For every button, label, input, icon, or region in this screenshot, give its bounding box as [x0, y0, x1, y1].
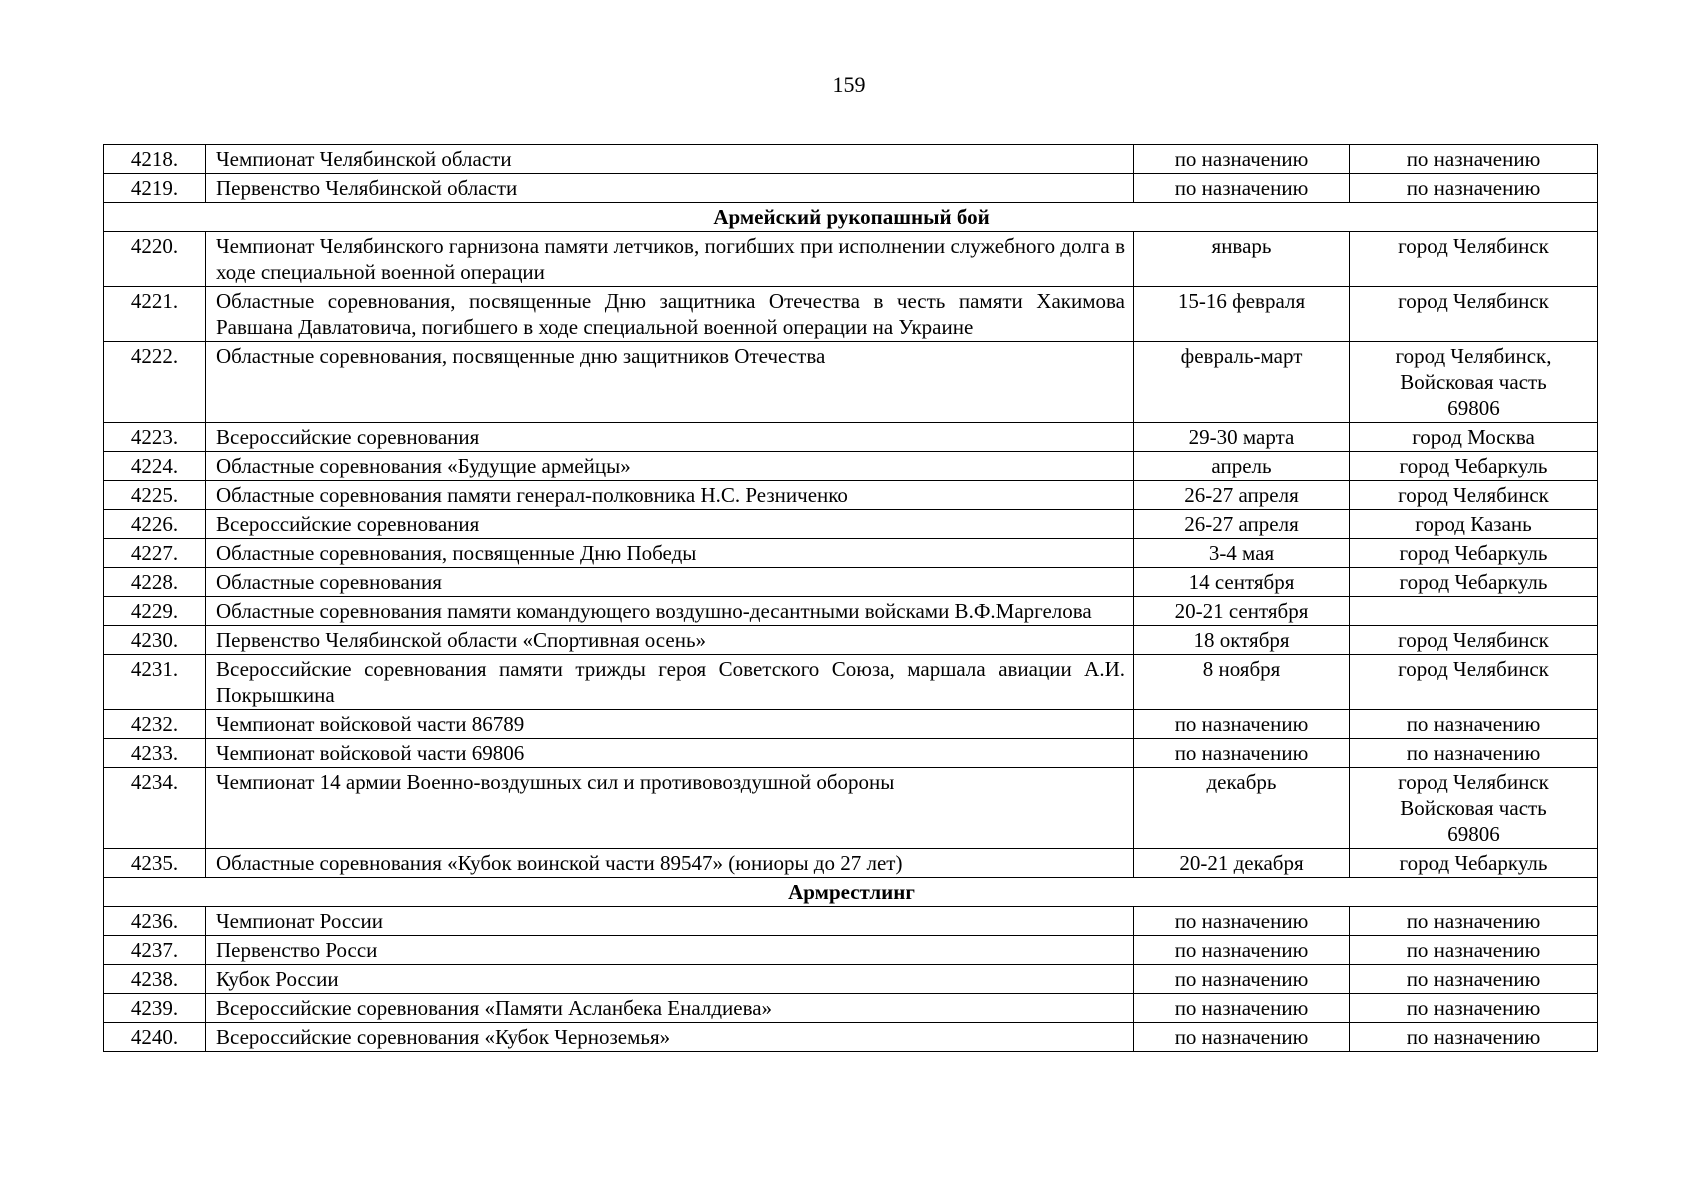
- event-place-line: город Чебаркуль: [1399, 570, 1548, 594]
- event-name: Первенство Челябинской области: [206, 174, 1134, 203]
- event-place-line: по назначению: [1406, 996, 1541, 1020]
- event-place-line: город Челябинск: [1398, 628, 1549, 652]
- row-number: 4233.: [104, 739, 206, 768]
- table-row: [104, 710, 1598, 739]
- event-date: 26-27 апреля: [1134, 510, 1350, 539]
- event-name: Чемпионат войсковой части 69806: [206, 739, 1134, 768]
- event-place-line: город Челябинск: [1398, 483, 1549, 507]
- event-name: Первенство Росси: [206, 936, 1134, 965]
- event-name: Областные соревнования памяти генерал-полковника Н.С. Резниченко: [206, 481, 1134, 510]
- event-date: по назначению: [1134, 739, 1350, 768]
- event-name: Всероссийские соревнования «Кубок Черноземья»: [206, 1023, 1134, 1052]
- table-row: [104, 568, 1598, 597]
- event-place-line: город Чебаркуль: [1399, 541, 1548, 565]
- event-date: 26-27 апреля: [1134, 481, 1350, 510]
- event-place: [1350, 568, 1598, 597]
- table-row: [104, 510, 1598, 539]
- event-name: Всероссийские соревнования: [206, 510, 1134, 539]
- row-number: 4227.: [104, 539, 206, 568]
- event-date: 29-30 марта: [1134, 423, 1350, 452]
- event-place: [1350, 907, 1598, 936]
- event-date: по назначению: [1134, 710, 1350, 739]
- event-date: 8 ноября: [1134, 655, 1350, 710]
- event-place: [1350, 597, 1598, 626]
- event-name: Чемпионат Челябинской области: [206, 145, 1134, 174]
- event-place-line: [1354, 598, 1593, 624]
- section-header-row: [104, 203, 1598, 232]
- event-name: Областные соревнования, посвященные Дню Победы: [206, 539, 1134, 568]
- event-place-line: Войсковая часть: [1400, 370, 1547, 394]
- event-place-line: по назначению: [1406, 1025, 1541, 1049]
- event-name: Чемпионат войсковой части 86789: [206, 710, 1134, 739]
- table-row: [104, 965, 1598, 994]
- event-place-line: по назначению: [1406, 712, 1541, 736]
- table-row: [104, 739, 1598, 768]
- event-name: Областные соревнования, посвященные дню защитников Отечества: [206, 342, 1134, 423]
- event-place: [1350, 174, 1598, 203]
- event-place-line: 69806: [1447, 822, 1500, 846]
- event-place-line: город Челябинск: [1398, 770, 1549, 794]
- event-name: Областные соревнования «Будущие армейцы»: [206, 452, 1134, 481]
- event-name: Областные соревнования, посвященные Дню защитника Отечества в честь памяти Хакимова Равшана Давлатовича, погибшего в ходе специальной военной операции на Украине: [206, 287, 1134, 342]
- row-number: 4224.: [104, 452, 206, 481]
- event-name: Чемпионат 14 армии Военно-воздушных сил и противовоздушной обороны: [206, 768, 1134, 849]
- event-place: [1350, 710, 1598, 739]
- event-place: [1350, 287, 1598, 342]
- table-row: [104, 232, 1598, 287]
- event-date: по назначению: [1134, 907, 1350, 936]
- event-place-line: город Челябинск,: [1395, 344, 1552, 368]
- row-number: 4223.: [104, 423, 206, 452]
- table-row: [104, 342, 1598, 423]
- event-date: по назначению: [1134, 174, 1350, 203]
- event-date: по назначению: [1134, 965, 1350, 994]
- event-place-line: по назначению: [1406, 938, 1541, 962]
- event-name: Областные соревнования «Кубок воинской части 89547» (юниоры до 27 лет): [206, 849, 1134, 878]
- event-date: 15-16 февраля: [1134, 287, 1350, 342]
- row-number: 4222.: [104, 342, 206, 423]
- row-number: 4235.: [104, 849, 206, 878]
- row-number: 4220.: [104, 232, 206, 287]
- page-number: 159: [832, 72, 866, 97]
- row-number: 4240.: [104, 1023, 206, 1052]
- event-date: 14 сентября: [1134, 568, 1350, 597]
- event-place-line: город Челябинск: [1398, 234, 1549, 258]
- event-date: 20-21 декабря: [1134, 849, 1350, 878]
- table-row: [104, 597, 1598, 626]
- event-place-line: 69806: [1447, 396, 1500, 420]
- table-row: [104, 423, 1598, 452]
- row-number: 4228.: [104, 568, 206, 597]
- event-place: [1350, 539, 1598, 568]
- row-number: 4231.: [104, 655, 206, 710]
- table-row: [104, 994, 1598, 1023]
- event-place: [1350, 849, 1598, 878]
- event-date: январь: [1134, 232, 1350, 287]
- table-row: [104, 481, 1598, 510]
- row-number: 4236.: [104, 907, 206, 936]
- table-row: [104, 174, 1598, 203]
- event-place: [1350, 452, 1598, 481]
- event-place-line: город Челябинск: [1398, 657, 1549, 681]
- event-name: Первенство Челябинской области «Спортивная осень»: [206, 626, 1134, 655]
- table-row: [104, 539, 1598, 568]
- event-place: [1350, 232, 1598, 287]
- event-place: [1350, 423, 1598, 452]
- event-name: Кубок России: [206, 965, 1134, 994]
- event-name: Всероссийские соревнования: [206, 423, 1134, 452]
- event-place-line: по назначению: [1406, 741, 1541, 765]
- event-name: Всероссийские соревнования памяти трижды героя Советского Союза, маршала авиации А.И. Покрышкина: [206, 655, 1134, 710]
- table-row: [104, 1023, 1598, 1052]
- event-place-line: по назначению: [1406, 967, 1541, 991]
- event-place: [1350, 936, 1598, 965]
- table-row: [104, 287, 1598, 342]
- table-row: [104, 626, 1598, 655]
- event-date: февраль-март: [1134, 342, 1350, 423]
- row-number: 4218.: [104, 145, 206, 174]
- events-table-body: [104, 145, 1598, 1052]
- row-number: 4225.: [104, 481, 206, 510]
- event-place-line: город Чебаркуль: [1399, 851, 1548, 875]
- event-place: [1350, 481, 1598, 510]
- event-name: Областные соревнования: [206, 568, 1134, 597]
- event-place: [1350, 510, 1598, 539]
- table-row: [104, 655, 1598, 710]
- section-header-row: [104, 878, 1598, 907]
- event-place: [1350, 655, 1598, 710]
- event-date: 20-21 сентября: [1134, 597, 1350, 626]
- event-place: [1350, 768, 1598, 849]
- events-table: [103, 144, 1598, 1052]
- event-place-line: город Челябинск: [1398, 289, 1549, 313]
- row-number: 4234.: [104, 768, 206, 849]
- section-title: Армрестлинг: [104, 878, 1598, 907]
- row-number: 4219.: [104, 174, 206, 203]
- event-name: Чемпионат России: [206, 907, 1134, 936]
- event-date: по назначению: [1134, 994, 1350, 1023]
- event-place-line: по назначению: [1406, 147, 1541, 171]
- row-number: 4226.: [104, 510, 206, 539]
- event-name: Областные соревнования памяти командующего воздушно-десантными войсками В.Ф.Маргелова: [206, 597, 1134, 626]
- event-place-line: город Москва: [1412, 425, 1535, 449]
- event-date: по назначению: [1134, 145, 1350, 174]
- event-place: [1350, 965, 1598, 994]
- row-number: 4239.: [104, 994, 206, 1023]
- event-date: 3-4 мая: [1134, 539, 1350, 568]
- table-row: [104, 145, 1598, 174]
- row-number: 4221.: [104, 287, 206, 342]
- section-title: Армейский рукопашный бой: [104, 203, 1598, 232]
- table-row: [104, 907, 1598, 936]
- event-place: [1350, 626, 1598, 655]
- table-row: [104, 452, 1598, 481]
- event-place: [1350, 739, 1598, 768]
- event-place-line: по назначению: [1406, 909, 1541, 933]
- row-number: 4229.: [104, 597, 206, 626]
- row-number: 4237.: [104, 936, 206, 965]
- event-place: [1350, 1023, 1598, 1052]
- table-row: [104, 768, 1598, 849]
- row-number: 4230.: [104, 626, 206, 655]
- event-place-line: по назначению: [1406, 176, 1541, 200]
- row-number: 4232.: [104, 710, 206, 739]
- event-date: декабрь: [1134, 768, 1350, 849]
- event-date: апрель: [1134, 452, 1350, 481]
- event-place: [1350, 145, 1598, 174]
- event-name: Всероссийские соревнования «Памяти Асланбека Еналдиева»: [206, 994, 1134, 1023]
- table-row: [104, 849, 1598, 878]
- event-place: [1350, 994, 1598, 1023]
- event-date: по назначению: [1134, 1023, 1350, 1052]
- event-date: 18 октября: [1134, 626, 1350, 655]
- event-place-line: город Казань: [1415, 512, 1532, 536]
- event-place: [1350, 342, 1598, 423]
- event-date: по назначению: [1134, 936, 1350, 965]
- table-row: [104, 936, 1598, 965]
- event-place-line: город Чебаркуль: [1399, 454, 1548, 478]
- event-place-line: Войсковая часть: [1400, 796, 1547, 820]
- event-name: Чемпионат Челябинского гарнизона памяти летчиков, погибших при исполнении служебного долга в ходе специальной военной операции: [206, 232, 1134, 287]
- row-number: 4238.: [104, 965, 206, 994]
